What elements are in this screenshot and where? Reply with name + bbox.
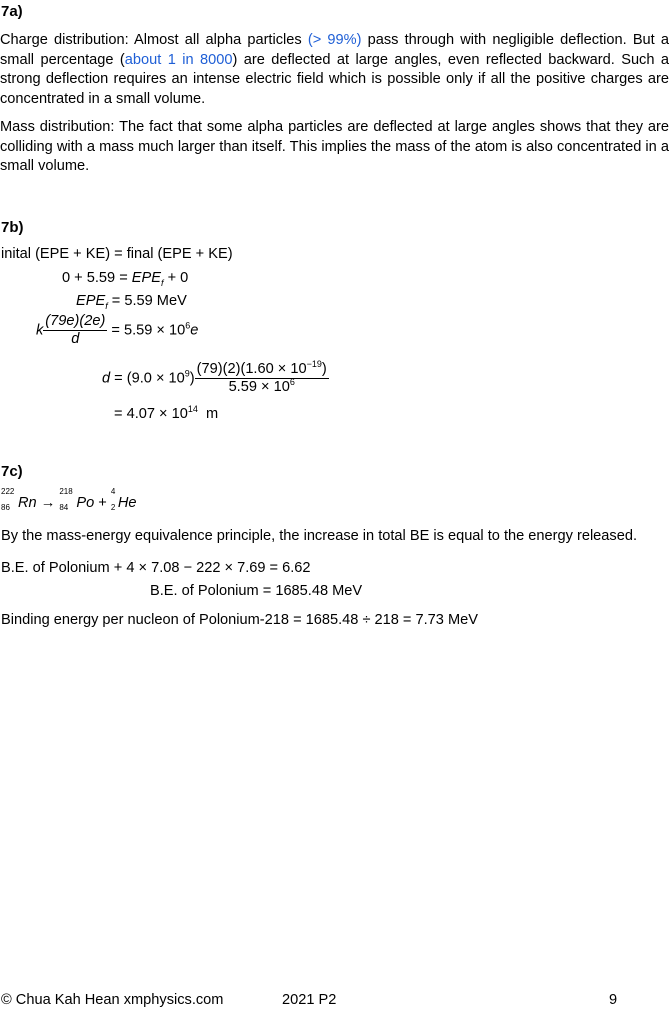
paragraph-charge-distribution: Charge distribution: Almost all alpha particles (> 99%) pass through with negligible deflection. But a small percentage (about 1 in 8000) are deflected at large angles, even reflected backward. Such a strong deflection requires an intense electric field which is possible only if all the positive charges are concentrated in a small volume. [0, 32, 669, 107]
highlight-99-percent: (> 99%) [307, 32, 362, 48]
highlight-1-in-8000: about 1 in 8000 [124, 51, 233, 68]
paragraph-mass-distribution: Mass distribution: The fact that some alpha particles are deflected at large angles shows that they are colliding with a mass much larger than itself. This implies the mass of the atom is also concentrated in a small volume. [0, 119, 669, 174]
footer-page-number: 9 [609, 992, 618, 1008]
equation-distance-result: = $4.07 \times 10^{14}$ m [114, 404, 219, 422]
equation-be-per-nucleon: Binding energy per nucleon of Polonium-218 = 1685.48 ÷ 218 = 7.73 MeV [1, 612, 478, 628]
heading-7a: 7a) [1, 3, 23, 20]
mass-energy-statement: By the mass-energy equivalence principle, the increase in total BE is equal to the energy released. [1, 528, 638, 544]
heading-7b: 7b) [1, 219, 24, 236]
equation-epe-final: $0 + 5.59 = EPE_f + 0$ [62, 270, 189, 288]
footer-copyright: © Chua Kah Hean xmphysics.com [1, 992, 224, 1008]
equation-be-polonium: B.E. of Polonium = 1685.48 MeV [150, 583, 363, 599]
equation-epe-value: $EPE_f = 5.59$ MeV [76, 293, 187, 311]
footer-paper: 2021 P2 [282, 992, 337, 1008]
equation-distance: $d = (9.0 \times 10^9)$ $\frac{(79)(2)(1.60 \times 10^{-19})}{5.59 \times 10^6}$ [102, 359, 327, 395]
heading-7c: 7c) [1, 463, 23, 480]
equation-energy-conservation: inital (EPE + KE) = final (EPE + KE) [1, 246, 233, 262]
equation-be-sum: B.E. of Polonium + 4 × 7.08 − 222 × 7.69 = 6.62 [1, 560, 311, 576]
nuclear-equation: 222 86 Rn → 218 84 Po + 4 2 He [1, 487, 137, 512]
equation-coulomb: k $\frac{(79e)(2e)}{d}$ = $5.59 \times 10^6e$ [36, 313, 199, 347]
